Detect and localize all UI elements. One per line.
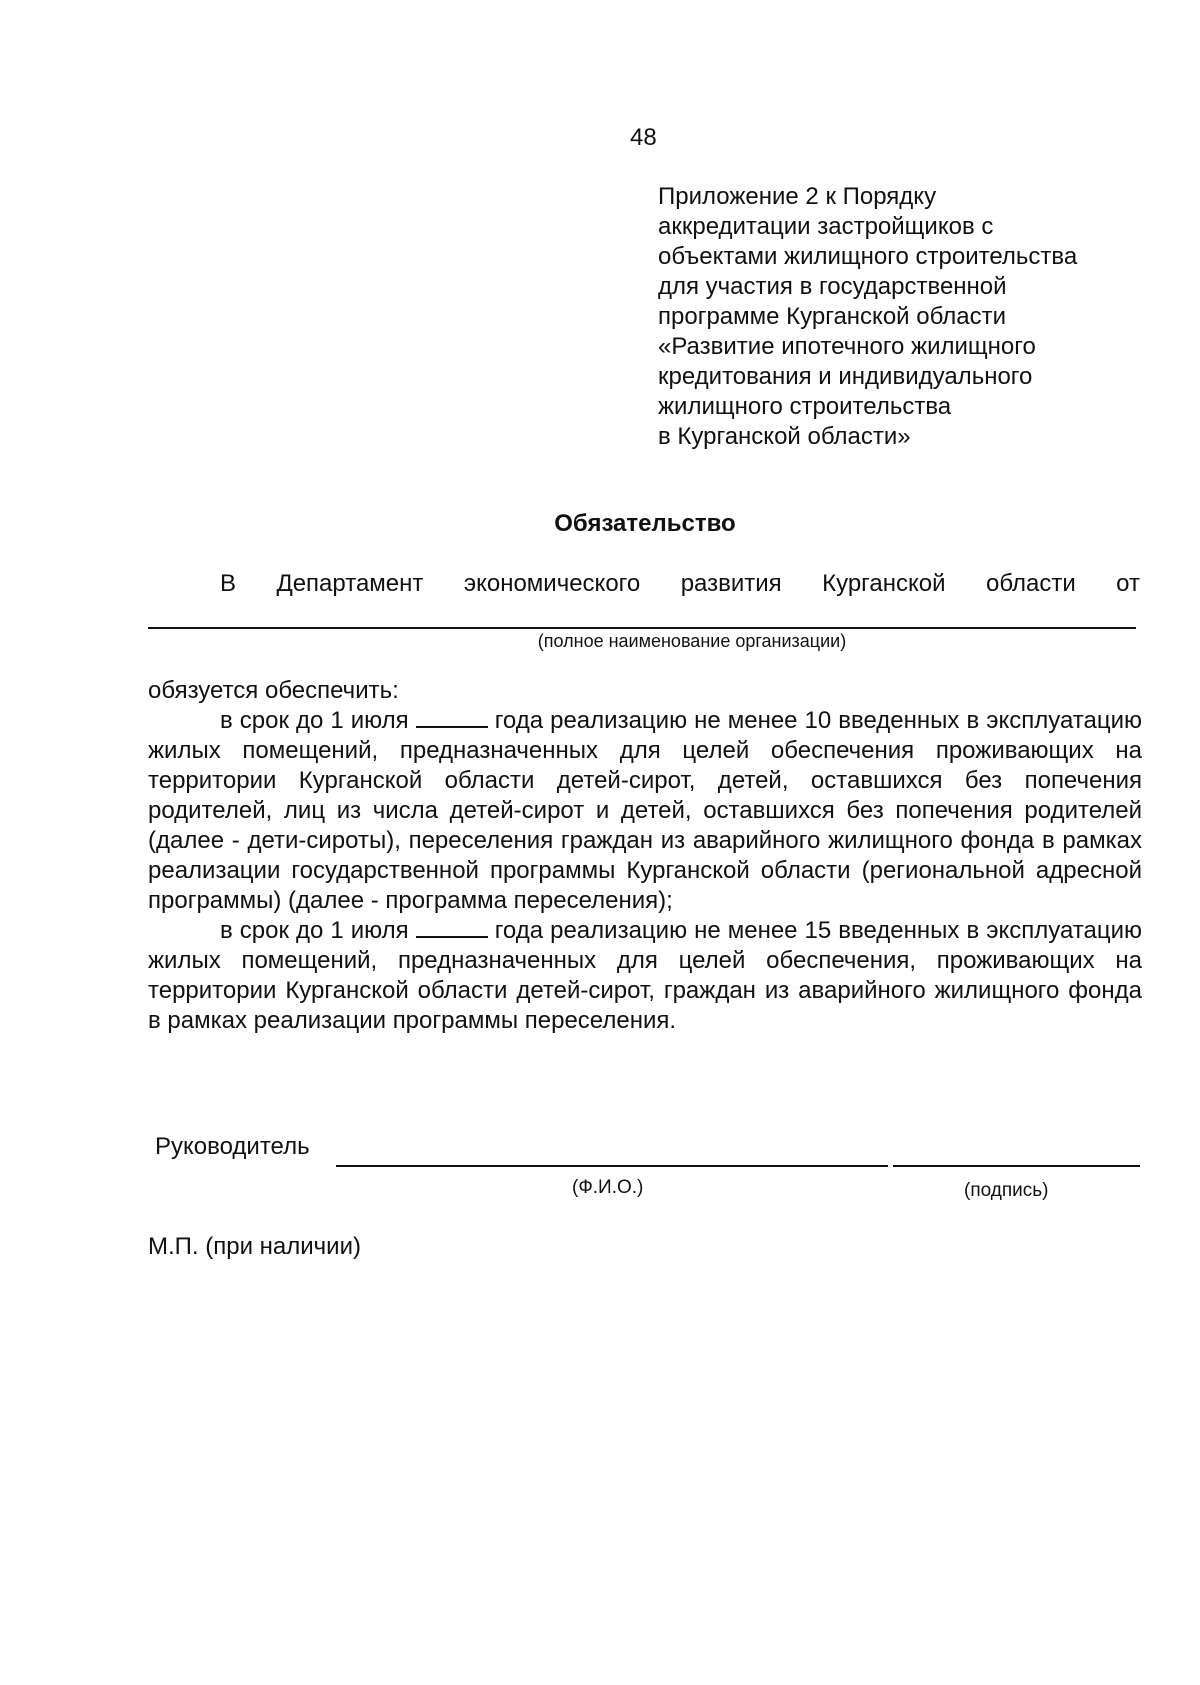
- item-2-prefix: в срок до 1 июля: [220, 917, 409, 944]
- obligation-item-1: [148, 706, 1142, 916]
- appendix-line: аккредитации застройщиков с: [658, 213, 994, 240]
- appendix-line: объектами жилищного строительства: [658, 243, 1078, 270]
- address-word: В: [220, 570, 237, 597]
- document-title: Обязательство: [554, 510, 736, 537]
- year-blank-1[interactable]: [416, 706, 488, 728]
- appendix-line: Приложение 2 к Порядку: [658, 183, 937, 210]
- page-number: 48: [630, 124, 657, 151]
- address-word: развития: [680, 570, 782, 597]
- appendix-line: жилищного строительства: [658, 393, 952, 420]
- address-word: Курганской: [822, 570, 946, 597]
- appendix-line: «Развитие ипотечного жилищного: [658, 333, 1036, 360]
- appendix-line: в Курганской области»: [658, 423, 911, 450]
- appendix-line: для участия в государственной: [658, 273, 1007, 300]
- obligation-item-2: [148, 916, 1142, 1036]
- address-word: экономического: [463, 570, 641, 597]
- signature-field[interactable]: [893, 1165, 1140, 1167]
- item-1-prefix: в срок до 1 июля: [220, 707, 409, 734]
- address-word: от: [1116, 570, 1140, 597]
- appendix-line: кредитования и индивидуального: [658, 363, 1033, 390]
- address-line: [148, 570, 1140, 598]
- item-2-text: года реализацию не менее 15 введенных в эксплуатацию жилых помещений, предназначенных для целей обеспечения, проживающих на территории Курганской области детей-сирот, граждан из аварийного жилищного фонда в рамках реализации программы переселения.: [148, 917, 1143, 1034]
- appendix-line: программе Курганской области: [658, 303, 1006, 330]
- obligation-lead: обязуется обеспечить:: [148, 677, 399, 704]
- organization-name-field[interactable]: [148, 627, 1136, 629]
- address-word: области: [985, 570, 1076, 597]
- stamp-note: М.П. (при наличии): [148, 1233, 361, 1260]
- fio-caption: (Ф.И.О.): [572, 1177, 644, 1198]
- signature-caption: (подпись): [964, 1180, 1049, 1201]
- obligation-body: [148, 676, 1142, 1036]
- signatory-label: Руководитель: [155, 1133, 310, 1160]
- fio-field[interactable]: [336, 1165, 888, 1167]
- year-blank-2[interactable]: [416, 916, 488, 938]
- appendix-reference: [658, 182, 1138, 452]
- item-1-text: года реализацию не менее 10 введенных в эксплуатацию жилых помещений, предназначенных для целей обеспечения проживающих на территории Курганской области детей-сирот, детей, оставшихся без попечения родителей, лиц из числа детей-сирот и детей, оставшихся без попечения родителей (далее - дети-сироты), переселения граждан из аварийного жилищного фонда в рамках реализации государственной программы Курганской области (региональной адресной программы) (далее - программа переселения);: [148, 707, 1143, 914]
- organization-name-caption: (полное наименование организации): [537, 631, 847, 651]
- address-word: Департамент: [276, 570, 424, 597]
